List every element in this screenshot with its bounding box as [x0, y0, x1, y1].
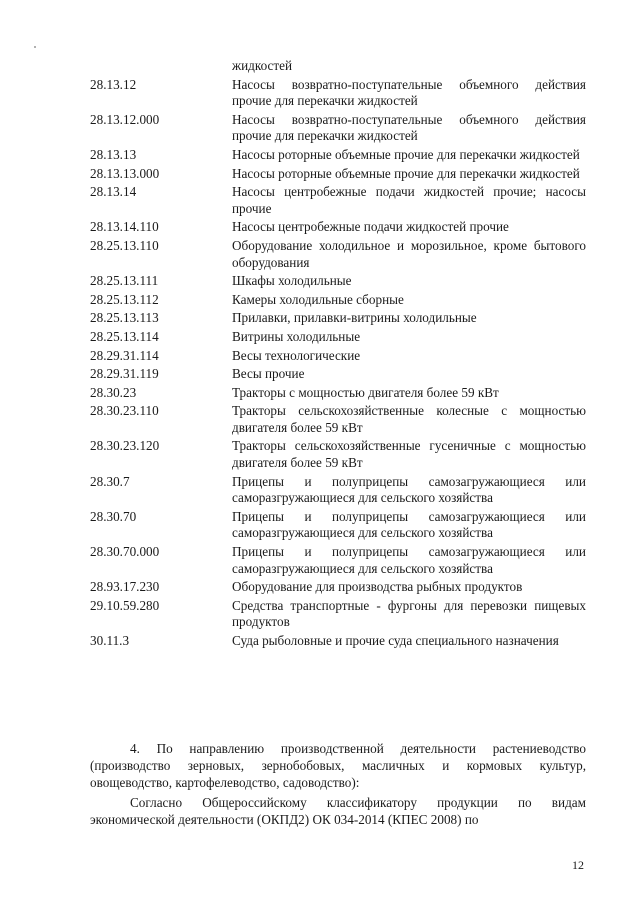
- description-cell: Шкафы холодильные: [232, 273, 352, 289]
- table-row: [90, 77, 586, 112]
- code-cell: 28.25.13.113: [90, 310, 159, 326]
- description-cell: Прицепы и полуприцепы самозагружающиеся или саморазгружающиеся для сельского хозяйства: [232, 508, 586, 541]
- classifier-table: [90, 58, 586, 652]
- code-cell: 28.13.13: [90, 146, 137, 162]
- description-cell: Весы технологические: [232, 347, 361, 363]
- code-cell: 28.13.13.000: [90, 165, 160, 181]
- scan-speck: [34, 46, 36, 48]
- code-cell: 28.13.14.110: [90, 219, 159, 235]
- description-cell: Насосы возвратно-поступательные объемного действия прочие для перекачки жидкостей: [232, 76, 586, 109]
- table-row: [90, 147, 586, 166]
- table-row: [90, 544, 586, 579]
- description-cell: Оборудование холодильное и морозильное, кроме бытового оборудования: [232, 237, 586, 270]
- description-cell: Тракторы с мощностью двигателя более 59 кВт: [232, 384, 499, 400]
- paragraph-okpd2: Согласно Общероссийскому классификатору продукции по видам экономической деятельности (ОКПД2) ОК 034-2014 (КПЕС 2008) по: [90, 795, 586, 827]
- code-cell: 28.30.23: [90, 384, 137, 400]
- code-cell: 28.25.13.112: [90, 291, 159, 307]
- description-cell: Тракторы сельскохозяйственные колесные с мощностью двигателя более 59 кВт: [232, 403, 586, 435]
- description-cell: Насосы возвратно-поступательные объемного действия прочие для перекачки жидкостей: [232, 111, 586, 144]
- table-row: [90, 633, 586, 652]
- description-cell: Прилавки, прилавки-витрины холодильные: [232, 310, 477, 326]
- description-cell: Весы прочие: [232, 366, 305, 382]
- code-cell: 28.30.70.000: [90, 544, 160, 560]
- table-row: [90, 348, 586, 367]
- table-row: [90, 310, 586, 329]
- code-cell: [90, 58, 232, 77]
- paragraph-section-4: 4. По направлению производственной деятельности растениеводство (производство зерновых, зернобобовых, масличных и кормовых культур, овощеводство, картофелеводство, садоводство):: [90, 741, 586, 790]
- code-cell: 28.25.13.110: [90, 237, 159, 253]
- code-cell: 28.13.14: [90, 184, 137, 200]
- description-cell: Насосы роторные объемные прочие для перекачки жидкостей: [232, 146, 580, 162]
- code-cell: 28.30.7: [90, 473, 130, 489]
- table-row: [90, 579, 586, 598]
- code-cell: 28.13.12: [90, 76, 137, 92]
- description-cell: Насосы центробежные подачи жидкостей прочие; насосы прочие: [232, 184, 586, 216]
- table-row: [90, 58, 586, 77]
- description-cell: Насосы роторные объемные прочие для перекачки жидкостей: [232, 165, 580, 181]
- page-number: 12: [572, 858, 584, 872]
- table-row: [90, 184, 586, 219]
- code-cell: 28.25.13.114: [90, 328, 159, 344]
- code-cell: 28.30.23.120: [90, 438, 160, 454]
- table-row: [90, 509, 586, 544]
- code-cell: 28.25.13.111: [90, 273, 159, 289]
- description-cell: Прицепы и полуприцепы самозагружающиеся или саморазгружающиеся для сельского хозяйства: [232, 473, 586, 506]
- table-row: [90, 292, 586, 311]
- table-row: [90, 403, 586, 438]
- table-row: [90, 598, 586, 633]
- code-cell: 28.29.31.114: [90, 347, 159, 363]
- code-cell: 28.13.12.000: [90, 111, 160, 127]
- table-row: [90, 166, 586, 185]
- description-cell: жидкостей: [232, 58, 293, 73]
- code-cell: 29.10.59.280: [90, 597, 160, 613]
- code-cell: 28.30.23.110: [90, 403, 159, 419]
- table-row: [90, 112, 586, 147]
- table-row: [90, 474, 586, 509]
- code-cell: 28.93.17.230: [90, 579, 160, 595]
- code-cell: 28.30.70: [90, 508, 137, 524]
- description-cell: Витрины холодильные: [232, 328, 361, 344]
- description-cell: Тракторы сельскохозяйственные гусеничные с мощностью двигателя более 59 кВт: [232, 438, 586, 471]
- description-cell: Суда рыболовные и прочие суда специального назначения: [232, 633, 559, 648]
- table-row: [90, 366, 586, 385]
- description-cell: Прицепы и полуприцепы самозагружающиеся или саморазгружающиеся для сельского хозяйства: [232, 544, 586, 576]
- table-row: [90, 329, 586, 348]
- description-cell: Средства транспортные - фургоны для перевозки пищевых продуктов: [232, 597, 586, 630]
- table-row: [90, 219, 586, 238]
- table-row: [90, 238, 586, 273]
- table-row: [90, 273, 586, 292]
- code-cell: 30.11.3: [90, 633, 130, 648]
- table-row: [90, 438, 586, 473]
- description-cell: Насосы центробежные подачи жидкостей прочие: [232, 219, 509, 235]
- description-cell: Камеры холодильные сборные: [232, 291, 404, 307]
- code-cell: 28.29.31.119: [90, 366, 159, 382]
- description-cell: Оборудование для производства рыбных продуктов: [232, 579, 523, 595]
- table-row: [90, 385, 586, 404]
